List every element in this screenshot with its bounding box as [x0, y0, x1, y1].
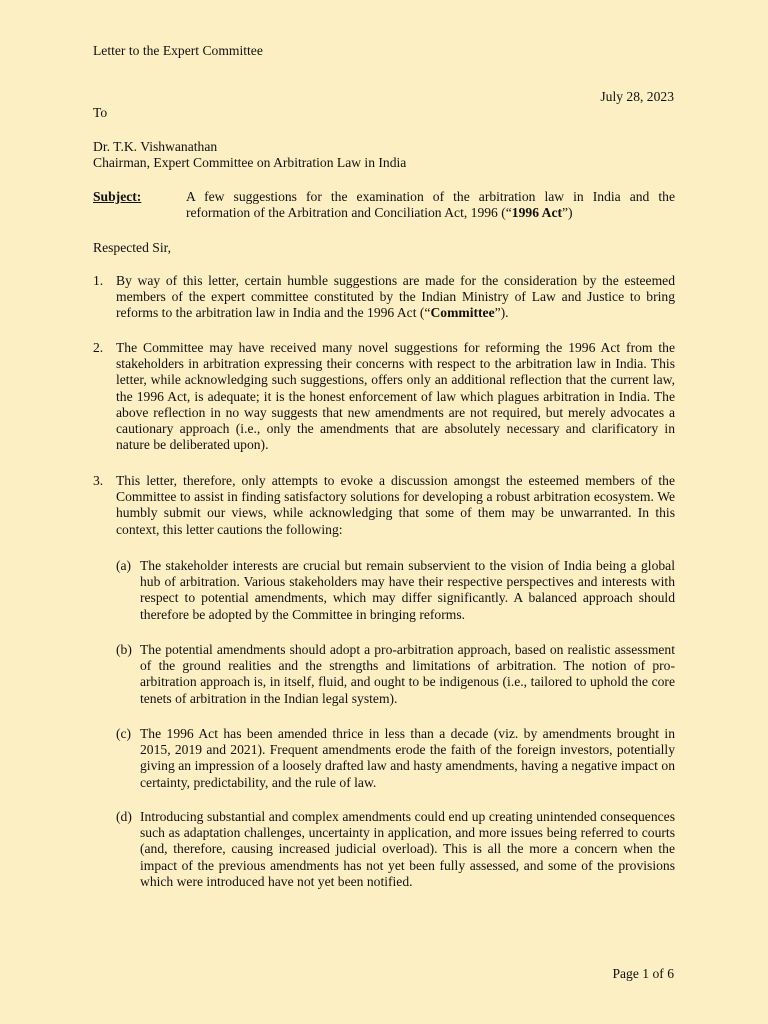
salutation: Respected Sir,	[93, 240, 171, 255]
page-number: Page 1 of 6	[612, 966, 674, 981]
to-label: To	[93, 105, 108, 120]
sub-item-text: The 1996 Act has been amended thrice in less than a decade (viz. by amendments brought in 2015, 2019 and 2021). Frequent amendments erode the faith of the foreign investors, potentially giving an impression of a loosely drafted law and hasty amendments, having a negative impact on certainty, predictability, and the rule of law.	[140, 726, 675, 790]
paragraph-text	[116, 273, 675, 322]
paragraph-number: 1.	[93, 273, 104, 288]
subject-text	[186, 189, 675, 221]
paragraph-number: 3.	[93, 473, 104, 488]
subject-label: Subject:	[93, 189, 142, 204]
paragraph-1-post: ”).	[494, 305, 509, 321]
addressee-block	[93, 139, 406, 171]
paragraph-3	[93, 473, 675, 538]
sub-item-text: The potential amendments should adopt a pro-arbitration approach, based on realistic assessment of the ground realities and the strengths and limitations of arbitration. The notion of pro-arbitration approach is, in itself, fluid, and ought to be indigenous (i.e., tailored to uphold the core tenets of arbitration in the Indian legal system).	[140, 642, 675, 706]
sub-item-a	[116, 558, 675, 623]
sub-item-c	[116, 726, 675, 791]
sub-item-label: (c)	[116, 726, 132, 741]
subject-line-2	[186, 205, 675, 221]
paragraph-1-pre: By way of this letter, certain humble suggestions are made for the consideration by the esteemed members of the expert committee constituted by the Indian Ministry of Law and Justice to bring reforms to the arbitration law in India and the 1996 Act (“	[116, 273, 675, 321]
sub-item-text: The stakeholder interests are crucial but remain subservient to the vision of India being a global hub of arbitration. Various stakeholders may have their respective perspectives and interests with respect to potential amendments, which may differ significantly. A balanced approach should therefore be adopted by the Committee in bringing reforms.	[140, 558, 675, 622]
subject-line-2-pre: reformation of the Arbitration and Conciliation Act, 1996 (“	[186, 205, 512, 221]
sub-item-b	[116, 642, 675, 707]
sub-item-d	[116, 809, 675, 890]
paragraph-1-defined-term: Committee	[430, 305, 495, 321]
subject-line-1: A few suggestions for the examination of the arbitration law in India and the	[186, 189, 675, 204]
sub-item-label: (a)	[116, 558, 132, 573]
paragraph-text: This letter, therefore, only attempts to evoke a discussion amongst the esteemed members of the Committee to assist in finding satisfactory solutions for developing a robust arbitration ecosystem. We humbly submit our views, while acknowledging that some of them may be unwarranted. In this context, this letter cautions the following:	[116, 473, 675, 537]
subject-line-2-post: ”)	[562, 205, 573, 221]
sub-item-label: (d)	[116, 809, 132, 824]
paragraph-number: 2.	[93, 340, 104, 355]
subject-defined-term: 1996 Act	[511, 205, 563, 221]
addressee-name: Dr. T.K. Vishwanathan	[93, 139, 218, 154]
sub-item-text: Introducing substantial and complex amendments could end up creating unintended consequences such as adaptation challenges, uncertainty in application, and more issues being referred to courts (and, therefore, causing increased judicial overload). This is all the more a concern when the impact of the previous amendments has not yet been fully assessed, and some of the provisions which were introduced have not yet been notified.	[140, 809, 675, 889]
letter-date: July 28, 2023	[600, 89, 674, 104]
paragraph-text: The Committee may have received many novel suggestions for reforming the 1996 Act from the stakeholders in arbitration expressing their concerns with respect to the arbitration law in India. This letter, while acknowledging such suggestions, offers only an additional reflection that the current law, the 1996 Act, is adequate; it is the honest enforcement of law which plagues arbitration in India. The above reflection in no way suggests that new amendments are not required, but merely advocates a cautionary approach (i.e., only the amendments that are absolutely necessary and clarificatory in nature be deliberated upon).	[116, 340, 675, 453]
addressee-title: Chairman, Expert Committee on Arbitration Law in India	[93, 155, 407, 171]
paragraph-2	[93, 340, 675, 453]
sub-item-label: (b)	[116, 642, 132, 657]
letter-heading: Letter to the Expert Committee	[93, 43, 263, 58]
paragraph-1	[93, 273, 675, 322]
